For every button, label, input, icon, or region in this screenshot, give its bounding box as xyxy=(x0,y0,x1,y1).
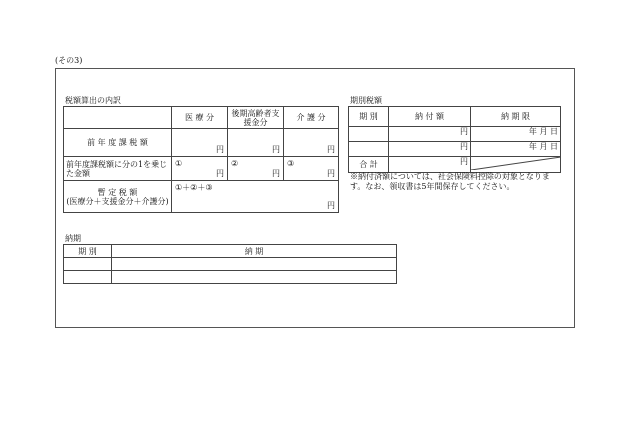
row-prev-tax-label: 前 年 度 課 税 額 xyxy=(64,129,172,157)
deduction-note: ※納付済額については、社会保険料控除の対象となります。なお、領収書は5年間保存してください。 xyxy=(350,172,550,191)
col-kouki: 後期高齢者支援金分 xyxy=(228,107,284,129)
col-iryo: 医 療 分 xyxy=(172,107,228,129)
col-kaigo: 介 護 分 xyxy=(284,107,339,129)
total-label: 合 計 xyxy=(349,157,389,173)
period-tax-title: 期別税額 xyxy=(350,96,382,105)
payment-period-table: 期 別 納 期 xyxy=(63,244,397,284)
row-fraction-label: 前年度課税額に分の1を乗じた金額 xyxy=(64,157,172,181)
tax-breakdown-table: 医 療 分 後期高齢者支援金分 介 護 分 前 年 度 課 税 額 円 円 円 前年度課税額に分の1を乗じた金額 ① 円 ② 円 ③ 円 暫 定 税 額 (医療分＋支援金分＋介護分) ①＋②＋③ 円 xyxy=(63,106,339,213)
period-tax-table: 期 別 納 付 額 納 期 限 円 年 月 日 円 年 月 日 合 計 円 xyxy=(348,106,561,173)
row-provisional-label: 暫 定 税 額 (医療分＋支援金分＋介護分) xyxy=(64,181,172,213)
tax-breakdown-title: 税額算出の内訳 xyxy=(65,96,121,105)
payment-period-title: 納期 xyxy=(65,234,81,243)
page-label: (その3) xyxy=(55,56,83,65)
diagonal-strike xyxy=(471,157,561,170)
